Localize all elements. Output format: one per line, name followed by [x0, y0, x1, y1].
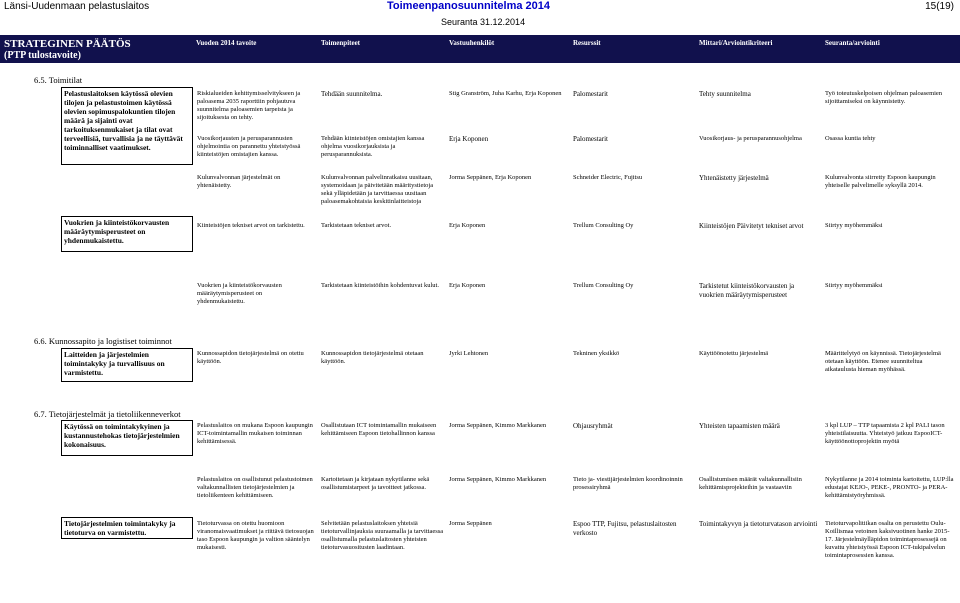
table-cell: Jyrki Lehtonen: [449, 350, 489, 357]
table-cell: Tehdään suunnitelma.: [321, 90, 383, 98]
table-cell: Erja Koponen: [449, 135, 489, 143]
table-cell: Selvitetään pelastuslaitoksen yhteisiä tietoturvallinjauksia suuraamalla ja tarvittaessa osallistumalla pelastuslaitosten yhteisten tietoturvasuositusten laadintaan.: [321, 520, 444, 551]
section-title-tietojarjestelmat: 6.7. Tietojärjestelmät ja tietoliikenneverkot: [34, 409, 181, 419]
table-cell: Kunnossapidon tietojärjestelmä on otettu käyttöön.: [197, 350, 304, 365]
table-cell: Yhteisten tapaamisten määrä: [699, 422, 780, 430]
table-cell: Tehdään kiinteistöjen omistajien kanssa ohjelma vuosikorjauksista ja perusparannuksista.: [321, 135, 425, 158]
table-cell: Vuosikorjaus- ja perusparannusohjelma: [699, 135, 802, 142]
document-title: Toimeenpanosuunnitelma 2014: [387, 0, 551, 12]
column-header-followup: Seuranta/arviointi: [825, 39, 880, 47]
table-cell: Tietoturvapolitiikan osalta on perustettu Oulu-Koillismaa vetoinen kaksivuotinen hanke 2015-17. Järjestelmäylläpidon toimintaprosessejä on kuvattu yhteistyössä Espoon ICT-tukipalvelun toimintaprosessien kanssa.: [825, 520, 950, 559]
table-cell: Tarkistetaan tekniset arvot.: [321, 222, 392, 229]
column-header-goal: Vuoden 2014 tavoite: [196, 39, 257, 47]
page-header: [0, 0, 960, 14]
table-cell: 3 kpl LUP – TTP tapaamista 2 kpl PALI tason yhteistilaisuutta. Yhteistyö jatkuu EspooICT-käyttöönottoprojektin myötä: [825, 422, 945, 445]
strategic-box: Laitteiden ja järjestelmien toimintakyky ja turvallisuus on varmistettu.: [61, 348, 193, 382]
table-cell: Stig Granström, Juha Karhu, Erja Koponen: [449, 90, 562, 97]
table-cell: Tietoturvassa on otettu huomioon viranomaisvaatimukset ja riittävä tietosuojan taso Espoon kaupungin ja valtion sääntelyn mukaisesti.: [197, 520, 314, 551]
page-number: 15(19): [925, 1, 954, 12]
table-cell: Osassa kuntia tehty: [825, 135, 876, 142]
table-cell: Kulunvalvonnan palvelinratkaisu uusitaan, systemoidaan ja päivitetään määritystietoja sekä ylläpidetään ja tarvittaessa uusitaan paloasemakohtaisia keskitinlaitteistoja: [321, 174, 434, 205]
table-cell: Tarkistetut kiinteistökorvausten ja vuokrien määräytymisperusteet: [699, 282, 795, 299]
column-header-band: [0, 35, 960, 63]
table-cell: Vuokrien ja kiinteistökorvausten määräytymisperusteet on yhdenmukaistettu.: [197, 282, 282, 305]
table-cell: Siirtyy myöhemmäksi: [825, 282, 883, 289]
column-header-resources: Resurssit: [573, 39, 601, 47]
table-cell: Pelastuslaitos on osallistunut pelastustoimen valtakunnallisten tietojärjestelmien ja tietoliikenteen kehittämiseen.: [197, 476, 313, 499]
table-cell: Erja Koponen: [449, 282, 486, 289]
table-cell: Kunnossapidon tietojärjestelmä otetaan käyttöön.: [321, 350, 424, 365]
table-cell: Erja Koponen: [449, 222, 486, 229]
column-header-metric: Mittari/Arviointikriteeri: [699, 39, 773, 47]
table-cell: Trellum Consulting Oy: [573, 222, 634, 229]
table-cell: Kulunvalvonnan järjestelmät on yhtenäistetty.: [197, 174, 281, 189]
table-cell: Tehty suunnitelma: [699, 90, 751, 98]
table-cell: Espoo TTP, Fujitsu, pelastuslaitosten verkosto: [573, 520, 677, 537]
table-cell: Jorma Seppänen, Erja Koponen: [449, 174, 532, 181]
table-cell: Käyttöönotettu järjestelmä: [699, 350, 769, 357]
organization-name: Länsi-Uudenmaan pelastuslaitos: [4, 1, 150, 12]
table-cell: Pelastuslaitos on mukana Espoon kaupungin ICT-toimintamallin mukaisen toiminnan kehittämisessä.: [197, 422, 313, 445]
table-cell: Riskialueiden kehittymisselvitykseen ja paloasema 2035 raporttiin pohjautuva suunnitelma paloasemien tarpeista ja sijoituksesta on tehty.: [197, 90, 301, 121]
table-cell: Siirtyy myöhemmäksi: [825, 222, 883, 229]
table-cell: Kiinteistöjen tekniset arvot on tarkistettu.: [197, 222, 305, 229]
section-title-toimitilat: 6.5. Toimitilat: [34, 75, 83, 85]
table-cell: Jorma Seppänen, Kimmo Markkanen: [449, 476, 547, 483]
table-cell: Palomestarit: [573, 135, 608, 143]
strategic-box: Pelastuslaitoksen käytössä olevien tilojen ja pelastustoimen käytössä olevien sopimuspalokuntien tilojen määrä ja sijainti ovat tarkoituksenmukaiset ja tilat ovat terveellisiä, turvallisia ja ne täyttävät toiminnalliset vaatimukset.: [61, 87, 193, 165]
table-cell: Tieto ja- viestijärjestelmien koordinoinnin prosessiryhmä: [573, 476, 683, 491]
table-cell: Trellum Consulting Oy: [573, 282, 634, 289]
document-date: Seuranta 31.12.2014: [441, 17, 526, 27]
section-title-kunnossapito: 6.6. Kunnossapito ja logistiset toiminnot: [34, 336, 172, 346]
table-cell: Vuosikorjausten ja perusparannusten ohjelmointia on parannettu yhteistyössä kiinteistöjen omistajien kanssa.: [197, 135, 301, 158]
table-cell: Schneider Electric, Fujitsu: [573, 174, 643, 181]
table-cell: Nykytilanne ja 2014 toiminta kartoitettu, LUP:lla edustajat KEJO-, PEKE-, PRONTO- ja PERA-kehittämistyöryhmissä.: [825, 476, 954, 499]
table-cell: Osallistumisen määrät valtakunnallisiin kehittämisprojekteihin ja vastaaviin: [699, 476, 802, 491]
column-header-actions: Toimenpiteet: [321, 39, 361, 47]
table-cell: Ohjausryhmät: [573, 422, 613, 430]
table-cell: Jorma Seppänen, Kimmo Markkanen: [449, 422, 547, 429]
table-cell: Tarkistetaan kiinteistöihin kohdentuvat kulut.: [321, 282, 439, 289]
strategic-box: Vuokrien ja kiinteistökorvausten määräytymisperusteet on yhdenmukaistettu.: [61, 216, 193, 252]
table-cell: Yhtenäistetty järjestelmä: [699, 174, 769, 182]
table-cell: Tekninen yksikkö: [573, 350, 620, 357]
table-cell: Kartoitetaan ja kirjataan nykytilanne sekä osallistumistarpeet ja tavoitteet jatkossa.: [321, 476, 430, 491]
table-cell: Työ toteutuskelpoisen ohjelman paloasemien sijoittamiseksi on käynnistetty.: [825, 90, 943, 105]
table-cell: Palomestarit: [573, 90, 608, 98]
table-cell: Jorma Seppänen: [449, 520, 492, 527]
strategic-box: Käytössä on toimintakykyinen ja kustannustehokas tietojärjestelmien kokonaisuus.: [61, 420, 193, 456]
strategic-decision-title: STRATEGINEN PÄÄTÖS (PTP tulostavoite): [4, 38, 131, 61]
table-cell: Määrittelytyö on käynnissä. Tietojärjestelmä otetaan käyttöön. Etenee suunniteltua aikataulusta hieman myöhässä.: [825, 350, 941, 373]
column-header-responsible: Vastuuhenkilöt: [449, 39, 495, 47]
table-cell: Kiinteistöjen Päivitetyt tekniset arvot: [699, 222, 804, 230]
table-cell: Osallistutaan ICT toimintamallin mukaiseen kehittämiseen Espoon tietohallinnon kanssa: [321, 422, 437, 437]
table-cell: Kulunvalvonta siirretty Espoon kaupungin yhteiselle palvelimelle syksyllä 2014.: [825, 174, 936, 189]
strategic-box: Tietojärjestelmien toimintakyky ja tietoturva on varmistettu.: [61, 517, 193, 539]
table-cell: Toimintakyvyn ja tietoturvatason arviointi: [699, 520, 818, 528]
